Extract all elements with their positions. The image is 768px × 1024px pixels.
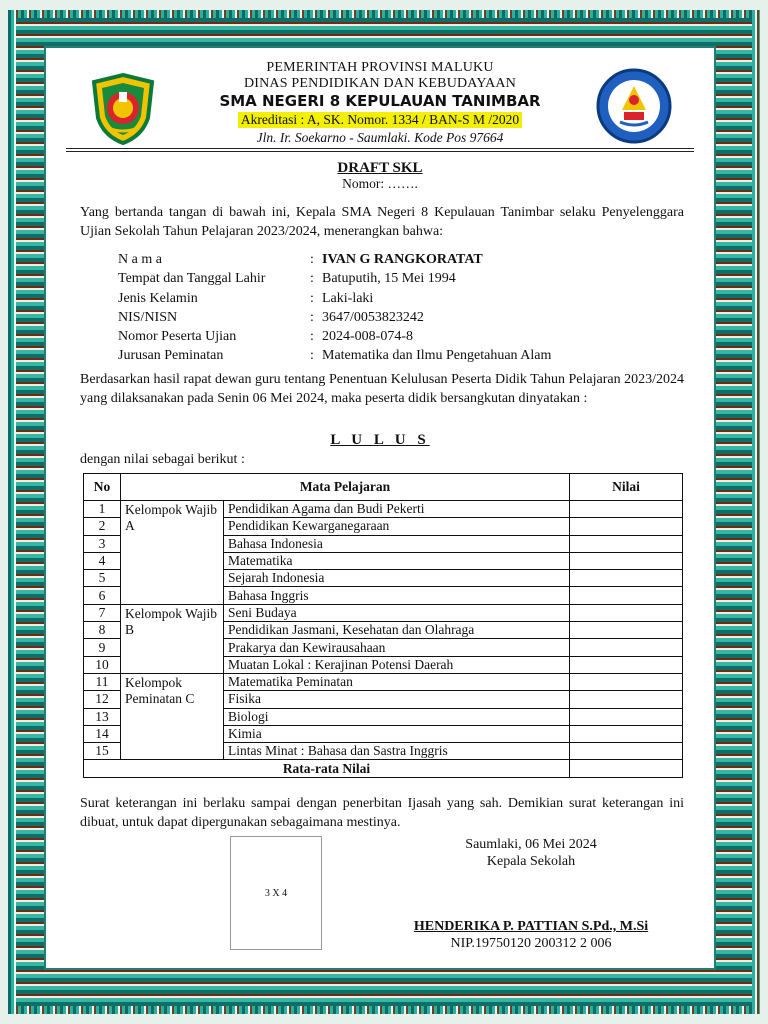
identity-row: N a m a : IVAN G RANGKORATAT xyxy=(118,250,551,269)
score-cell xyxy=(570,570,683,587)
nis-nisn: 3647/0053823242 xyxy=(322,309,424,325)
certificate-page xyxy=(46,48,714,968)
letterhead-divider xyxy=(66,148,694,149)
score-cell xyxy=(570,587,683,604)
document-title: DRAFT SKL xyxy=(337,160,423,176)
row-no: 15 xyxy=(84,743,121,760)
subject-cell: Prakarya dan Kewirausahaan xyxy=(224,639,570,656)
gender: Laki-laki xyxy=(322,290,374,306)
subject-cell: Pendidikan Jasmani, Kesehatan dan Olahraga xyxy=(224,622,570,639)
major: Matematika dan Ilmu Pengetahuan Alam xyxy=(322,348,552,364)
sign-position: Kepala Sekolah xyxy=(486,854,576,869)
exam-number: 2024-008-074-8 xyxy=(322,329,413,345)
birth-place-date: Batuputih, 15 Mei 1994 xyxy=(322,271,456,287)
photo-label: 3 X 4 xyxy=(264,887,288,899)
score-cell xyxy=(570,708,683,725)
government-line: PEMERINTAH PROVINSI MALUKU xyxy=(266,60,494,75)
identity-label: Jenis Kelamin xyxy=(118,290,198,306)
principal-name: HENDERIKA P. PATTIAN S.Pd., M.Si xyxy=(413,919,649,934)
score-cell xyxy=(570,656,683,673)
identity-row: Jurusan Peminatan : Matematika dan Ilmu Pengetahuan Alam xyxy=(118,346,551,365)
row-no: 11 xyxy=(84,673,121,690)
header-score: Nilai xyxy=(570,474,683,501)
document-number: Nomor: ……. xyxy=(342,176,418,191)
identity-label: Jurusan Peminatan xyxy=(118,348,224,364)
grades-table xyxy=(83,473,683,778)
sign-place-date: Saumlaki, 06 Mei 2024 xyxy=(465,837,597,852)
school-address: Jln. Ir. Soekarno - Saumlaki. Kode Pos 97664 xyxy=(256,130,504,145)
letterhead xyxy=(46,60,714,147)
header-subject: Mata Pelajaran xyxy=(121,474,570,501)
accreditation-line: Akreditasi : A, SK. Nomor. 1334 / BAN-S M /2020 xyxy=(238,112,522,128)
score-cell xyxy=(570,501,683,518)
subject-cell: Lintas Minat : Bahasa dan Sastra Inggris xyxy=(224,743,570,760)
row-no: 2 xyxy=(84,518,121,535)
subject-cell: Bahasa Indonesia xyxy=(224,535,570,552)
row-no: 3 xyxy=(84,535,121,552)
row-no: 4 xyxy=(84,552,121,569)
table-header-row xyxy=(84,474,683,501)
row-no: 12 xyxy=(84,691,121,708)
principal-nip: NIP.19750120 200312 2 006 xyxy=(450,936,612,951)
subject-cell: Matematika xyxy=(224,552,570,569)
row-no: 5 xyxy=(84,570,121,587)
subject-cell: Matematika Peminatan xyxy=(224,673,570,690)
identity-label: N a m a xyxy=(118,252,162,267)
table-row xyxy=(84,604,683,621)
row-no: 7 xyxy=(84,604,121,621)
score-cell xyxy=(570,725,683,742)
score-cell xyxy=(570,673,683,690)
decision-paragraph: Berdasarkan hasil rapat dewan guru tentang Penentuan Kelulusan Peserta Didik Tahun Pelajaran 2023/2024 yang dilaksanakan pada Senin 06 Mei 2024, maka peserta didik bersangkutan dinyatakan : xyxy=(80,372,684,406)
identity-row: NIS/NISN : 3647/0053823242 xyxy=(118,308,551,327)
grades-intro: dengan nilai sebagai berikut : xyxy=(80,452,245,467)
score-cell xyxy=(570,518,683,535)
group-label: Kelompok Wajib A xyxy=(121,501,224,605)
score-cell xyxy=(570,639,683,656)
subject-cell: Bahasa Inggris xyxy=(224,587,570,604)
table-row xyxy=(84,501,683,518)
row-no: 8 xyxy=(84,622,121,639)
score-cell xyxy=(570,691,683,708)
score-cell xyxy=(570,604,683,621)
average-value xyxy=(570,760,683,777)
student-identity xyxy=(118,250,551,366)
closing-paragraph: Surat keterangan ini berlaku sampai dengan penerbitan Ijasah yang sah. Demikian surat keterangan ini dibuat, untuk dapat dipergunakan sebagaimana mestinya. xyxy=(80,796,684,830)
photo-placeholder xyxy=(230,836,322,950)
identity-label: Nomor Peserta Ujian xyxy=(118,329,237,345)
subject-cell: Biologi xyxy=(224,708,570,725)
group-label: Kelompok Wajib B xyxy=(121,604,224,673)
student-name: IVAN G RANGKORATAT xyxy=(322,252,483,267)
average-label: Rata-rata Nilai xyxy=(84,760,570,777)
identity-row: Tempat dan Tanggal Lahir : Batuputih, 15 Mei 1994 xyxy=(118,269,551,288)
score-cell xyxy=(570,622,683,639)
average-row xyxy=(84,760,683,777)
identity-row: Nomor Peserta Ujian : 2024-008-074-8 xyxy=(118,327,551,346)
subject-cell: Muatan Lokal : Kerajinan Potensi Daerah xyxy=(224,656,570,673)
identity-label: Tempat dan Tanggal Lahir xyxy=(118,271,266,287)
row-no: 9 xyxy=(84,639,121,656)
table-row xyxy=(84,673,683,690)
score-cell xyxy=(570,552,683,569)
intro-paragraph: Yang bertanda tangan di bawah ini, Kepala SMA Negeri 8 Kepulauan Tanimbar selaku Penyelenggara Ujian Sekolah Tahun Pelajaran 2023/2024, menerangkan bahwa: xyxy=(80,205,684,239)
group-label: Kelompok Peminatan C xyxy=(121,673,224,759)
row-no: 13 xyxy=(84,708,121,725)
identity-row: Jenis Kelamin : Laki-laki xyxy=(118,289,551,308)
agency-line: DINAS PENDIDIKAN DAN KEBUDAYAAN xyxy=(243,76,517,91)
score-cell xyxy=(570,535,683,552)
school-name: SMA NEGERI 8 KEPULAUAN TANIMBAR xyxy=(219,92,541,110)
subject-cell: Seni Budaya xyxy=(224,604,570,621)
subject-cell: Kimia xyxy=(224,725,570,742)
row-no: 6 xyxy=(84,587,121,604)
subject-cell: Pendidikan Kewarganegaraan xyxy=(224,518,570,535)
row-no: 14 xyxy=(84,725,121,742)
identity-label: NIS/NISN xyxy=(118,309,178,325)
subject-cell: Pendidikan Agama dan Budi Pekerti xyxy=(224,501,570,518)
header-no: No xyxy=(84,474,121,501)
letterhead-divider-2 xyxy=(66,151,694,152)
score-cell xyxy=(570,743,683,760)
row-no: 10 xyxy=(84,656,121,673)
row-no: 1 xyxy=(84,501,121,518)
result-status: L U L U S xyxy=(330,432,430,448)
subject-cell: Fisika xyxy=(224,691,570,708)
subject-cell: Sejarah Indonesia xyxy=(224,570,570,587)
